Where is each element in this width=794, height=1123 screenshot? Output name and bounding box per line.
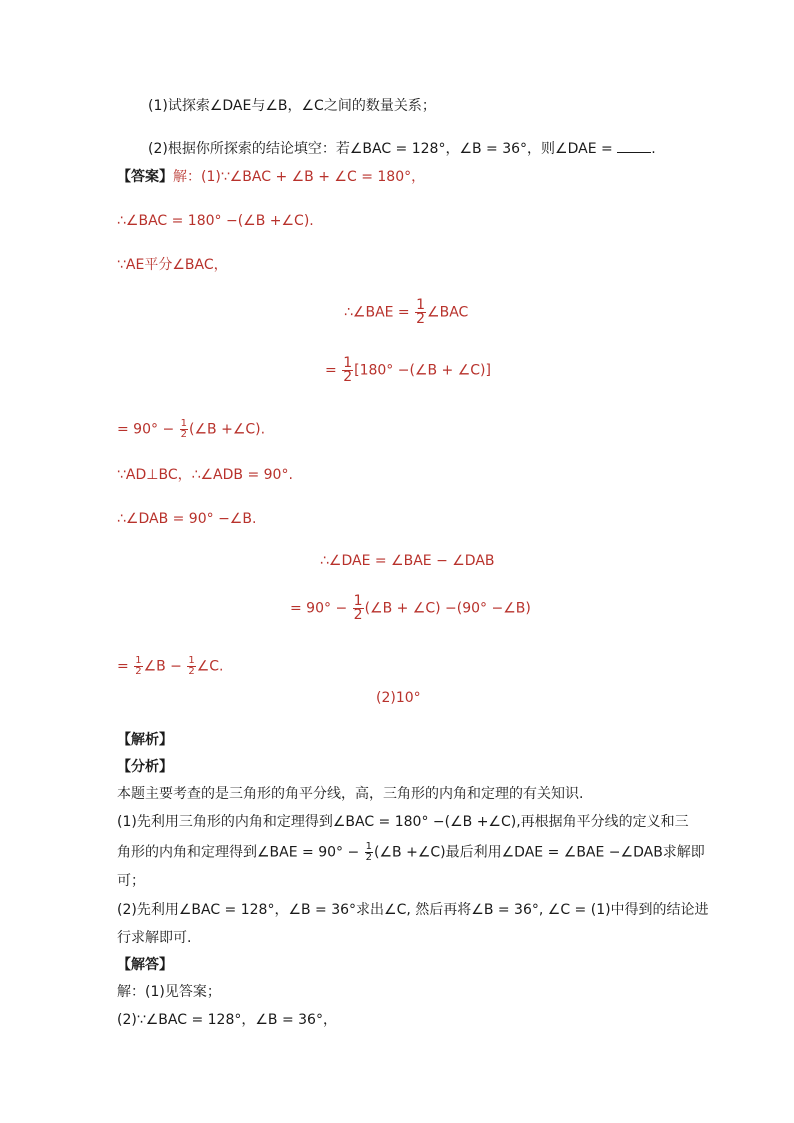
question-part-2-end: .: [651, 141, 656, 157]
analysis-step-1-a: (1)先利用三角形的内角和定理得到∠BAC = 180° −(∠B +∠C),再根据角平分线的定义和三: [117, 814, 689, 830]
analysis-label: 【解析】: [117, 732, 173, 748]
equation-simplify-lhs: = 90° −: [117, 421, 175, 438]
fraction-denominator: 2: [180, 429, 188, 440]
equation-bae-lhs: ∴∠BAE =: [344, 304, 410, 321]
answer-line-perpendicular: ∵AD⊥BC，∴∠ADB = 90°.: [117, 467, 293, 483]
fraction-denominator: 2: [135, 666, 142, 677]
equation-final-end: ∠C.: [196, 658, 224, 675]
answer-line-1: [117, 168, 425, 186]
equation-simplify-rhs: (∠B +∠C).: [189, 421, 266, 438]
answer-part-2: (2)10°: [376, 690, 421, 706]
fraction-denominator: 2: [365, 852, 373, 863]
fraction-denominator: 2: [343, 369, 353, 385]
analysis-summary: 本题主要考查的是三角形的角平分线，高，三角形的内角和定理的有关知识.: [117, 786, 584, 802]
equation-dae-expand: [290, 595, 531, 622]
fraction-denominator: 2: [353, 607, 363, 623]
analysis-step-1-b-post: (∠B +∠C)最后利用∠DAE = ∠BAE −∠DAB求解即: [374, 844, 705, 861]
fraction-half: [353, 595, 364, 622]
equation-final: [117, 656, 224, 677]
equation-expand-lhs: =: [325, 362, 337, 379]
equation-expand: [325, 357, 491, 384]
equation-dae: ∴∠DAE = ∠BAE − ∠DAB: [320, 553, 495, 569]
fraction-numerator: 1: [135, 655, 142, 666]
fraction-half-small: [365, 842, 373, 863]
fraction-numerator: 1: [188, 655, 195, 666]
fraction-numerator: 1: [353, 593, 363, 609]
fraction-denominator: 2: [188, 666, 195, 677]
fraction-half-small: [180, 419, 188, 440]
question-part-1: (1)试探索∠DAE与∠B，∠C之间的数量关系；: [148, 98, 436, 114]
analysis-step-2-b: 行求解即可.: [117, 930, 192, 946]
answer-solution-start: 解：(1)∵∠BAC + ∠B + ∠C = 180°，: [173, 169, 426, 185]
fraction-numerator: 1: [343, 355, 353, 371]
answer-line-3: ∵AE平分∠BAC，: [117, 257, 228, 273]
analysis-step-2-a: (2)先利用∠BAC = 128°，∠B = 36°求出∠C, 然后再将∠B = 36°, ∠C = (1)中得到的结论进: [117, 902, 709, 918]
equation-bae: [344, 299, 468, 326]
equation-dae-expand-lhs: = 90° −: [290, 600, 348, 617]
fraction-half: [342, 357, 353, 384]
equation-simplify: [117, 419, 265, 440]
solution-label: 【解答】: [117, 957, 173, 973]
equation-bae-rhs: ∠BAC: [427, 304, 469, 321]
answer-label: 【答案】: [117, 169, 173, 185]
answer-blank: [617, 140, 651, 153]
question-part-2-text: (2)根据你所探索的结论填空：若∠BAC = 128°，∠B = 36°，则∠DAE =: [148, 141, 613, 157]
answer-line-2: ∴∠BAC = 180° −(∠B +∠C).: [117, 213, 314, 229]
answer-line-dab: ∴∠DAB = 90° −∠B.: [117, 511, 257, 527]
fraction-numerator: 1: [365, 841, 373, 852]
fraction-numerator: 1: [180, 418, 188, 429]
fraction-half-small: [134, 656, 142, 677]
analysis-step-1-b: [117, 842, 705, 863]
question-part-2: [148, 140, 656, 158]
equation-dae-expand-rhs: (∠B + ∠C) −(90° −∠B): [364, 600, 531, 617]
equation-final-mid: ∠B −: [143, 658, 182, 675]
analysis-step-1-c: 可；: [117, 873, 145, 889]
solution-line-1: 解：(1)见答案；: [117, 984, 221, 1000]
solution-line-2: (2)∵∠BAC = 128°，∠B = 36°，: [117, 1012, 337, 1028]
equation-expand-rhs: [180° −(∠B + ∠C)]: [354, 362, 491, 379]
fraction-numerator: 1: [416, 297, 426, 313]
analysis-fenxi-label: 【分析】: [117, 759, 173, 775]
equation-final-eq: =: [117, 658, 129, 675]
fraction-half-small: [187, 656, 195, 677]
analysis-step-1-b-pre: 角形的内角和定理得到∠BAE = 90° −: [117, 844, 360, 861]
fraction-denominator: 2: [416, 311, 426, 327]
fraction-half: [415, 299, 426, 326]
